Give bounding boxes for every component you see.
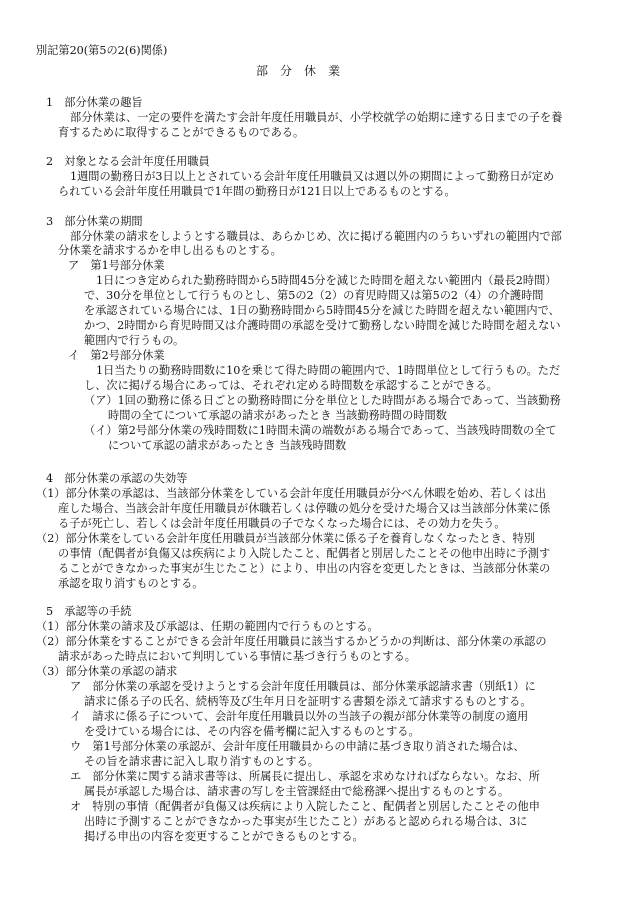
section-5-line: 請求に係る子の氏名、続柄等及び生年月日を証明する書類を添えて請求するものとする。 <box>84 695 532 708</box>
section-3-line: 1日につき定められた勤務時間から5時間45分を減じた時間を超えない範囲内（最長2時間） <box>96 274 557 287</box>
section-3-line: を承認されている場合には、1日の勤務時間から5時間45分を減じた時間を超えない範囲内で、 <box>84 304 560 317</box>
section-5-line: を受けている場合には、その内容を備考欄に記入するものとする。 <box>84 725 420 738</box>
section-5-line: 属長が承認した場合は、請求書の写しを主管課経由で総務課へ提出するものとする。 <box>84 785 510 798</box>
section-heading-2: 2 対象となる会計年度任用職員 <box>46 155 210 168</box>
section-3-line: 時間の全てについて承認の請求があったとき 当該勤務時間の時間数 <box>108 409 447 422</box>
section-heading-5: 5 承認等の手続 <box>46 605 132 618</box>
section-4-line: の事情（配偶者が負傷又は疾病により入院したこと、配偶者と別居したことその他申出時に予測す <box>58 547 551 560</box>
section-4-line: る子が死亡し、若しくは会計年度任用職員の子でなくなった場合には、その効力を失う。 <box>58 517 506 530</box>
section-heading-1: 1 部分休業の趣旨 <box>46 96 143 109</box>
section-5-line: 請求があった時点において判明している事情に基づき行うものとする。 <box>58 650 416 663</box>
section-2-line: 1週間の勤務日が3日以上とされている会計年度任用職員又は週以外の期間によって勤務日が定め <box>70 170 555 183</box>
section-5-line: 掲げる申出の内容を変更することができるものとする。 <box>84 830 364 843</box>
section-4-line: （1）部分休業の承認は、当該部分休業をしている会計年度任用職員が分べん休暇を始め、若しくは出 <box>36 487 547 500</box>
section-5-line: （2）部分休業をすることができる会計年度任用職員に該当するかどうかの判断は、部分休業の承認の <box>36 635 547 648</box>
section-3-line: 部分休業の請求をしようとする職員は、あらかじめ、次に掲げる範囲内のうちいずれの範囲内で部 <box>70 230 562 243</box>
section-3-line: かつ、2時間から育児時間又は介護時間の承認を受けて勤務しない時間を減じた時間を超えない <box>84 319 561 332</box>
section-5-line: オ 特別の事情（配偶者が負傷又は疾病により入院したこと、配偶者と別居したことその他申 <box>70 800 540 813</box>
section-3-line: （ア）1回の勤務に係る日ごとの勤務時間に分を単位とした時間がある場合であって、当該勤務 <box>84 394 561 407</box>
section-3-line: し、次に掲げる場合にあっては、それぞれ定める時間数を承認することができる。 <box>84 379 498 392</box>
section-5-line: その旨を請求書に記入し取り消すものとする。 <box>84 755 319 768</box>
page-title: 部 分 休 業 <box>256 64 341 78</box>
subsection-heading-i: イ 第2号部分休業 <box>68 349 165 362</box>
section-3-line: （イ）第2号部分休業の残時間数に1時間未満の端数がある場合であって、当該残時間数の全て <box>84 424 557 437</box>
section-4-line: ることができなかった事実が生じたこと）により、申出の内容を変更したときは、当該部分休業の <box>58 562 551 575</box>
section-4-line: （2）部分休業をしている会計年度任用職員が当該部分休業に係る子を養育しなくなったとき、特別 <box>36 532 535 545</box>
section-5-line: （3）部分休業の承認の請求 <box>36 665 178 678</box>
section-heading-4: 4 部分休業の承認の失効等 <box>46 472 188 485</box>
section-5-line: エ 部分休業に関する請求書等は、所属長に提出し、承認を求めなければならない。なお、所 <box>70 770 540 783</box>
section-3-line: で、30分を単位として行うものとし、第5の2（2）の育児時間又は第5の2（4）の介護時間 <box>84 289 544 302</box>
section-1-line: 育するために取得することができるものである。 <box>58 126 305 139</box>
document-reference: 別記第20(第5の2(6)関係) <box>36 44 168 57</box>
section-2-line: られている会計年度任用職員で1年間の勤務日が121日以上であるものとする。 <box>58 185 456 198</box>
section-3-line: 範囲内で行うもの。 <box>84 334 185 347</box>
section-1-line: 部分休業は、一定の要件を満たす会計年度任用職員が、小学校就学の始期に達する日までの子を養 <box>70 111 563 124</box>
section-5-line: イ 請求に係る子について、会計年度任用職員以外の当該子の親が部分休業等の制度の適用 <box>70 710 529 723</box>
section-5-line: ウ 第1号部分休業の承認が、会計年度任用職員からの申請に基づき取り消された場合は、 <box>70 740 525 753</box>
section-5-line: （1）部分休業の請求及び承認は、任期の範囲内で行うものとする。 <box>36 620 379 633</box>
section-3-line: 分休業を請求するかを申し出るものとする。 <box>58 244 282 257</box>
section-heading-3: 3 部分休業の期間 <box>46 215 143 228</box>
section-3-line: について承認の請求があったとき 当該残時間数 <box>108 439 347 452</box>
section-3-line: 1日当たりの勤務時間数に10を乗じて得た時間の範囲内で、1時間単位として行うもの。ただ <box>96 364 561 377</box>
section-4-line: 産した場合、当該会計年度任用職員が休職若しくは停職の処分を受けた場合又は当該部分休業に係 <box>58 502 551 515</box>
section-5-line: ア 部分休業の承認を受けようとする会計年度任用職員は、部分休業承認請求書（別紙1）に <box>70 680 536 693</box>
subsection-heading-a: ア 第1号部分休業 <box>68 259 165 272</box>
section-4-line: 承認を取り消すものとする。 <box>58 577 204 590</box>
section-5-line: 出時に予測することができなかった事実が生じたこと）があると認められる場合は、3に <box>84 815 528 828</box>
